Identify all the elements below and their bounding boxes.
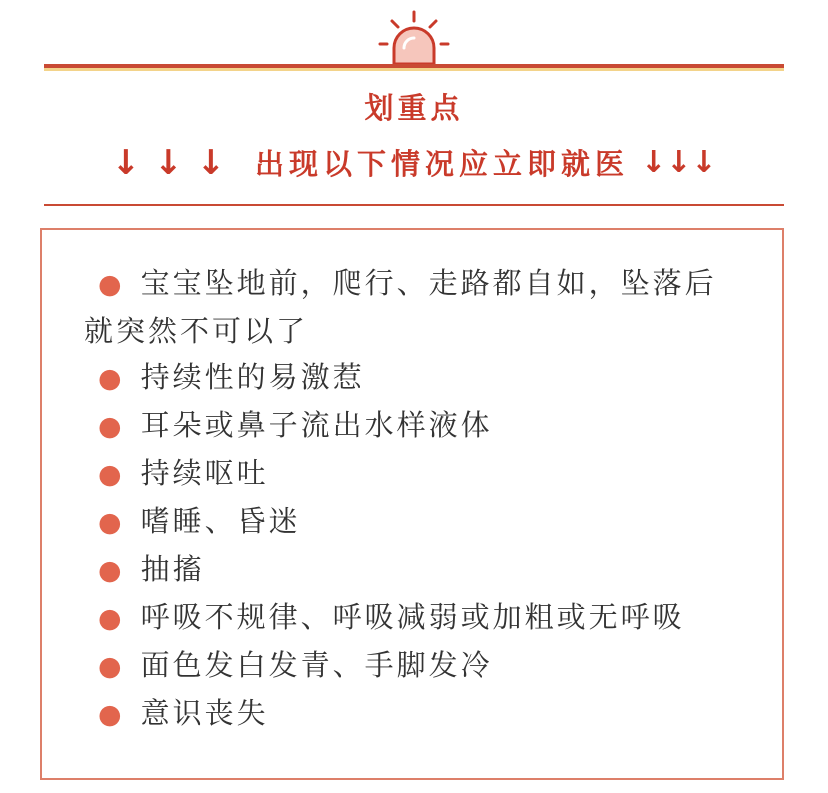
list-item <box>84 450 744 498</box>
list-item <box>84 498 744 546</box>
list-item <box>84 642 744 690</box>
list-item-text: 呼吸不规律、呼吸减弱或加粗或无呼吸 <box>140 600 685 634</box>
page-title: 划重点 <box>364 91 464 125</box>
list-item <box>84 260 744 354</box>
subtitle-text: 出现以下情况应立即就医 <box>255 147 630 181</box>
list-item-text: 抽搐 <box>140 552 205 586</box>
bullet-icon: ● <box>98 507 125 538</box>
list-item <box>84 594 744 642</box>
bullet-icon: ● <box>98 459 125 490</box>
list-item <box>84 354 744 402</box>
list-item-text: 持续性的易激惹 <box>140 360 365 394</box>
bullet-icon: ● <box>98 603 125 634</box>
bullet-icon: ● <box>98 411 125 442</box>
list-item-text: 宝宝坠地前，爬行、走路都自如，坠落后就突然不可以了 <box>84 266 717 348</box>
subtitle <box>0 142 828 183</box>
section-divider <box>44 204 784 206</box>
list-item-text: 嗜睡、昏迷 <box>140 504 301 538</box>
bullet-icon: ● <box>98 699 125 730</box>
down-arrows-icon: ↓↓↓ <box>641 145 717 180</box>
list-item <box>84 546 744 594</box>
alarm-light-icon <box>354 8 474 70</box>
bullet-icon: ● <box>98 269 125 300</box>
symptom-list <box>84 260 744 738</box>
list-item <box>84 690 744 738</box>
list-item <box>84 402 744 450</box>
bullet-icon: ● <box>98 651 125 682</box>
bullet-icon: ● <box>98 363 125 394</box>
bullet-icon: ● <box>98 555 125 586</box>
list-item-text: 持续呕吐 <box>140 456 269 490</box>
down-arrows-icon: ↓↓↓ <box>111 142 240 183</box>
list-item-text: 面色发白发青、手脚发冷 <box>140 648 493 682</box>
list-item-text: 耳朵或鼻子流出水样液体 <box>140 408 493 442</box>
header-rule-accent <box>44 68 784 71</box>
list-item-text: 意识丧失 <box>140 696 269 730</box>
